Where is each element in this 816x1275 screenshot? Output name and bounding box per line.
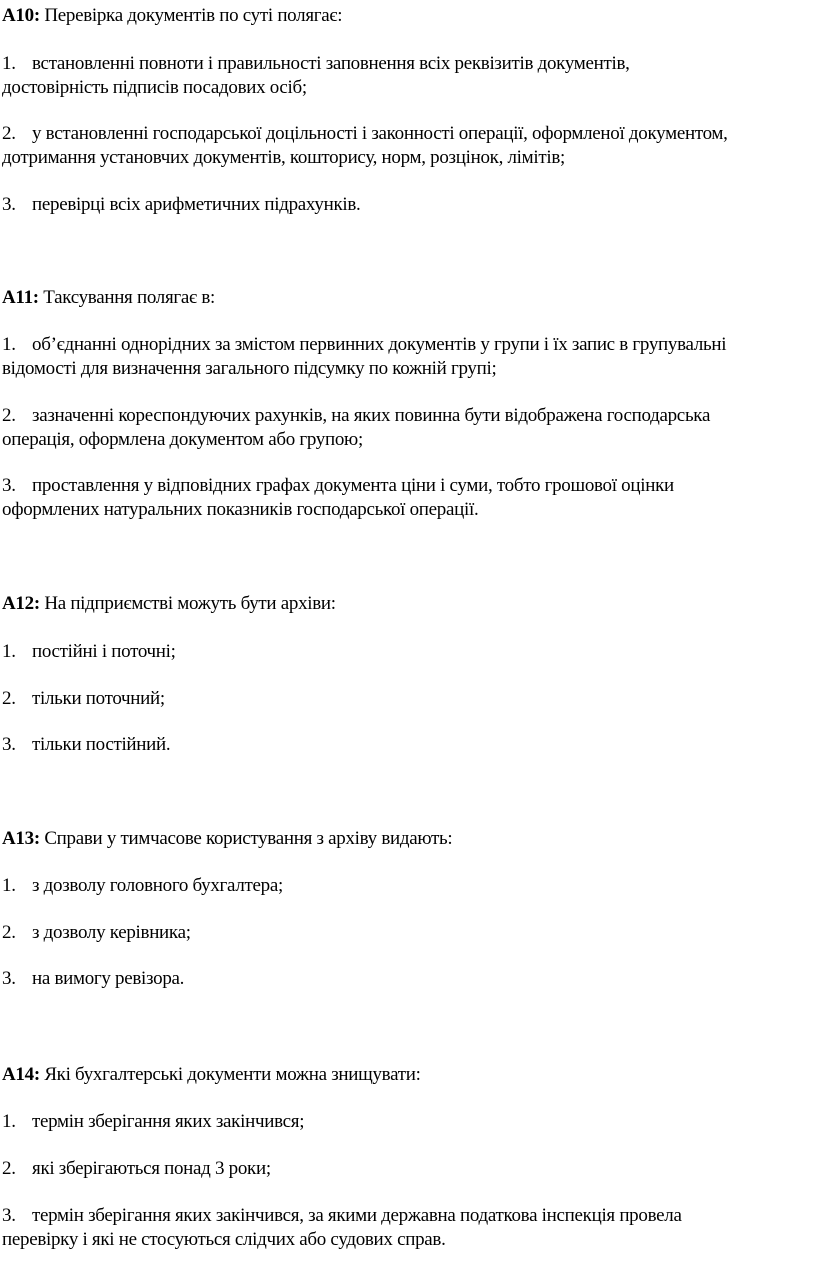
answer-option-line [2, 52, 630, 76]
option-text: об’єднанні однорідних за змістом первинних документів у групи і їх запис в групувальні [32, 334, 727, 355]
question-prompt: На підприємстві можуть бути архіви: [44, 593, 336, 614]
option-number: 3. [2, 734, 16, 755]
question-heading [2, 4, 342, 28]
option-text: у встановленні господарської доцільності і законності операції, оформленої документом, [32, 123, 728, 144]
option-number: 1. [2, 1111, 16, 1132]
option-number: 1. [2, 53, 16, 74]
question-prompt: Таксування полягає в: [43, 287, 215, 308]
question-label: A12: [2, 593, 40, 614]
answer-option-line [2, 146, 565, 170]
question-heading [2, 592, 336, 616]
option-number: 2. [2, 688, 16, 709]
option-number: 1. [2, 641, 16, 662]
answer-option-line [2, 874, 283, 898]
question-label: A10: [2, 5, 40, 26]
option-text: тільки поточний; [32, 688, 165, 709]
answer-option-line [2, 921, 191, 945]
answer-option-line [2, 1204, 682, 1228]
answer-option-line [2, 474, 674, 498]
question-heading [2, 1063, 421, 1087]
answer-option-line [2, 333, 726, 357]
option-number: 2. [2, 123, 16, 144]
answer-option-line [2, 498, 478, 522]
option-number: 3. [2, 968, 16, 989]
answer-option-line [2, 193, 361, 217]
question-heading [2, 286, 215, 310]
answer-option-line [2, 404, 710, 428]
option-text: на вимогу ревізора. [32, 968, 185, 989]
option-number: 2. [2, 1158, 16, 1179]
option-number: 2. [2, 405, 16, 426]
answer-option-line [2, 76, 307, 100]
question-label: A14: [2, 1064, 40, 1085]
option-text: зазначенні кореспондуючих рахунків, на яких повинна бути відображена господарська [32, 405, 711, 426]
option-text: з дозволу головного бухгалтера; [32, 875, 283, 896]
question-heading [2, 827, 452, 851]
option-text: перевірці всіх арифметичних підрахунків. [32, 194, 361, 215]
answer-option-line [2, 357, 496, 381]
option-text: достовірність підписів посадових осіб; [2, 77, 307, 98]
answer-option-line [2, 1157, 271, 1181]
answer-option-line [2, 1110, 304, 1134]
option-text: встановленні повноти і правильності заповнення всіх реквізитів документів, [32, 53, 630, 74]
answer-option-line [2, 640, 176, 664]
option-text: відомості для визначення загального підсумку по кожній групі; [2, 358, 497, 379]
option-text: тільки постійний. [32, 734, 171, 755]
answer-option-line [2, 1228, 446, 1252]
question-prompt: Перевірка документів по суті полягає: [44, 5, 343, 26]
answer-option-line [2, 733, 170, 757]
option-number: 1. [2, 875, 16, 896]
option-number: 1. [2, 334, 16, 355]
option-text: термін зберігання яких закінчився, за якими державна податкова інспекція провела [32, 1205, 682, 1226]
answer-option-line [2, 122, 728, 146]
answer-option-line [2, 428, 363, 452]
question-prompt: Які бухгалтерські документи можна знищувати: [44, 1064, 421, 1085]
answer-option-line [2, 967, 184, 991]
question-label: A13: [2, 828, 40, 849]
option-text: перевірку і які не стосуються слідчих або судових справ. [2, 1229, 446, 1250]
question-prompt: Справи у тимчасове користування з архіву видають: [44, 828, 453, 849]
option-text: термін зберігання яких закінчився; [32, 1111, 305, 1132]
option-text: операція, оформлена документом або групою; [2, 429, 363, 450]
option-text: дотримання установчих документів, кошторису, норм, розцінок, лімітів; [2, 147, 565, 168]
option-text: оформлених натуральних показників господарської операції. [2, 499, 479, 520]
option-number: 2. [2, 922, 16, 943]
option-text: які зберігаються понад 3 роки; [32, 1158, 271, 1179]
question-label: A11: [2, 287, 39, 308]
option-number: 3. [2, 475, 16, 496]
option-number: 3. [2, 194, 16, 215]
option-text: постійні і поточні; [32, 641, 176, 662]
option-number: 3. [2, 1205, 16, 1226]
option-text: з дозволу керівника; [32, 922, 191, 943]
answer-option-line [2, 687, 165, 711]
option-text: проставлення у відповідних графах документа ціни і суми, тобто грошової оцінки [32, 475, 674, 496]
